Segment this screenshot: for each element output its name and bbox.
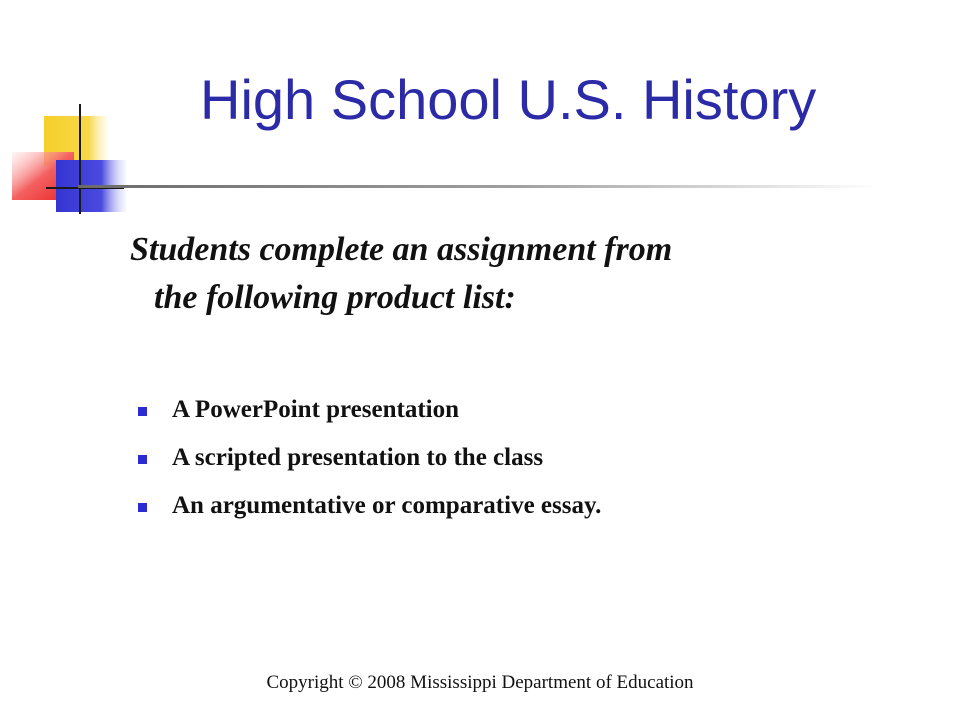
list-item: [136, 392, 896, 440]
bullet-square-icon: [138, 503, 147, 512]
list-item-text: An argumentative or comparative essay.: [172, 492, 602, 519]
bullet-square-icon: [138, 407, 147, 416]
intro-line-1: Students complete an assignment from: [130, 231, 673, 268]
intro-text: [130, 226, 890, 322]
slide-logo-graphic: [0, 0, 140, 230]
intro-line-2: the following product list:: [154, 279, 516, 316]
product-list: [136, 392, 896, 536]
title-divider: [78, 185, 878, 188]
slide-title: High School U.S. History: [200, 68, 817, 131]
list-item-text: A scripted presentation to the class: [172, 444, 544, 471]
list-item: [136, 440, 896, 488]
list-item-text: A PowerPoint presentation: [172, 396, 460, 423]
bullet-square-icon: [138, 455, 147, 464]
copyright-footer: Copyright © 2008 Mississippi Department of Education: [266, 672, 694, 693]
list-item: [136, 488, 896, 536]
